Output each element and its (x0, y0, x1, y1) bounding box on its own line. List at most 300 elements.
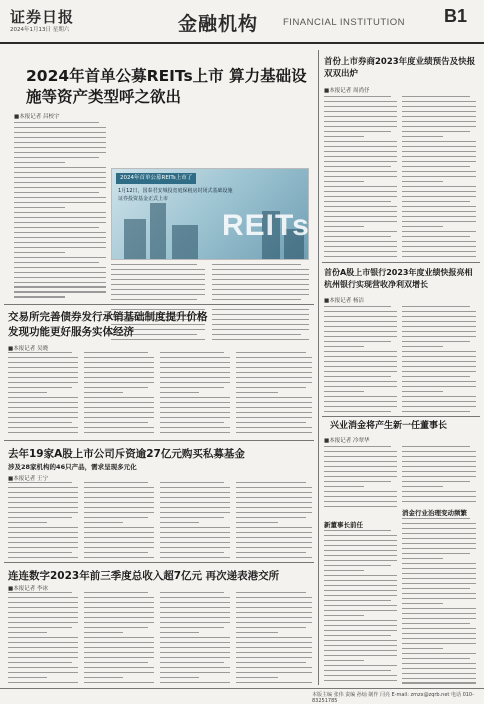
body-text-line (324, 600, 391, 601)
body-text-line (84, 422, 148, 423)
body-text-line (402, 658, 470, 659)
body-text-line (111, 294, 205, 295)
body-text-line (324, 540, 397, 541)
body-text-line (324, 530, 391, 531)
body-text-line (84, 607, 154, 608)
body-text-line (402, 131, 470, 132)
body-text-line (402, 623, 470, 624)
body-text-line (212, 284, 309, 285)
body-text-line (236, 362, 312, 363)
body-text-line (14, 142, 106, 143)
body-text-line (8, 397, 78, 398)
body-text-line (236, 627, 306, 628)
body-text-line (402, 366, 476, 367)
body-text-line (8, 482, 72, 483)
body-text-line (236, 497, 312, 498)
body-text-line (160, 637, 230, 638)
body-text-line (236, 517, 306, 518)
body-text-line (160, 397, 230, 398)
body-text-line (402, 246, 476, 247)
body-text-line (324, 361, 397, 362)
body-text-line (402, 156, 476, 157)
body-text-line (402, 648, 443, 649)
body-text-line (402, 461, 476, 462)
body-text-line (160, 642, 230, 643)
body-text-line (8, 532, 78, 533)
body-text-line (14, 222, 106, 223)
body-text-line (236, 597, 312, 598)
body-text-line (160, 522, 199, 523)
body-text-line (402, 371, 476, 372)
body-text-line (402, 466, 476, 467)
body-text-line (402, 608, 476, 609)
body-text-line (324, 660, 364, 661)
body-text-line (324, 116, 397, 117)
body-text-line (402, 451, 476, 452)
body-text-line (8, 497, 78, 498)
body-text-line (212, 264, 301, 265)
body-text-line (324, 630, 397, 631)
body-text-line (84, 527, 154, 528)
body-text-line (84, 542, 154, 543)
body-text-line (8, 677, 47, 678)
body-text-line (402, 331, 476, 332)
body-text-line (402, 518, 470, 519)
body-text-line (236, 397, 312, 398)
body-text-line (324, 486, 364, 487)
body-text-line (111, 289, 205, 290)
lead-photo (111, 168, 309, 260)
body-text-line (111, 269, 205, 270)
body-text-line (84, 637, 154, 638)
body-text-line (236, 547, 312, 548)
photo-caption-line-1: 1月12日，国泰君安城投宽庭保租房封闭式基础设施 (118, 188, 233, 194)
body-text-line (324, 535, 397, 536)
story4-column-3 (160, 592, 230, 687)
body-text-line (236, 632, 278, 633)
body-text-line (160, 367, 230, 368)
body-text-line (212, 299, 301, 300)
body-text-line (8, 502, 78, 503)
body-text-line (324, 670, 391, 671)
body-text-line (402, 216, 476, 217)
body-text-line (160, 682, 230, 683)
body-text-line (324, 580, 397, 581)
body-text-line (402, 573, 476, 574)
body-text-line (324, 96, 391, 97)
body-text-line (14, 172, 106, 173)
body-text-line (402, 236, 470, 237)
lead-column-1 (14, 122, 106, 301)
body-text-line (160, 627, 224, 628)
body-text-line (160, 372, 230, 373)
body-text-line (324, 446, 391, 447)
right-divider-1 (322, 262, 480, 263)
masthead (0, 0, 484, 44)
body-text-line (324, 655, 397, 656)
body-text-line (402, 446, 470, 447)
body-text-line (402, 568, 476, 569)
body-text-line (324, 366, 397, 367)
body-text-line (402, 326, 476, 327)
body-text-line (84, 677, 123, 678)
body-text-line (84, 667, 154, 668)
body-text-line (402, 682, 476, 683)
body-text-line (14, 192, 99, 193)
body-text-line (84, 392, 123, 393)
body-text-line (236, 432, 312, 433)
section-title: 金融机构 (178, 13, 259, 35)
body-text-line (160, 517, 224, 518)
body-text-line (402, 121, 476, 122)
body-text-line (236, 507, 312, 508)
body-text-line (236, 607, 312, 608)
body-text-line (324, 306, 391, 307)
body-text-line (402, 186, 476, 187)
body-text-line (324, 491, 397, 492)
body-text-line (8, 402, 78, 403)
body-text-line (8, 602, 78, 603)
body-text-line (402, 386, 476, 387)
body-text-line (402, 406, 476, 407)
body-text-line (402, 411, 470, 412)
body-text-line (236, 372, 312, 373)
body-text-line (84, 487, 154, 488)
body-text-line (402, 341, 470, 342)
body-text-line (84, 537, 154, 538)
body-text-line (236, 392, 278, 393)
body-text-line (324, 481, 391, 482)
body-text-line (324, 356, 397, 357)
body-text-line (402, 558, 443, 559)
body-text-line (324, 106, 397, 107)
body-text-line (324, 251, 397, 252)
body-text-line (402, 161, 476, 162)
body-text-line (8, 407, 78, 408)
body-text-line (402, 653, 476, 654)
body-text-line (160, 622, 230, 623)
body-text-line (8, 507, 78, 508)
body-text-line (236, 637, 312, 638)
body-text-line (14, 282, 106, 283)
body-text-line (324, 346, 364, 347)
body-text-line (8, 612, 78, 613)
body-text-line (8, 492, 78, 493)
body-text-line (84, 497, 154, 498)
body-text-line (8, 542, 78, 543)
body-text-line (14, 247, 106, 248)
body-text-line (324, 111, 397, 112)
body-text-line (84, 652, 154, 653)
body-text-line (402, 106, 476, 107)
body-text-line (402, 141, 476, 142)
body-text-line (402, 166, 470, 167)
body-text-line (324, 595, 397, 596)
lead-headline: 2024年首单公募REITs上市 算力基础设施等资产类型呼之欲出 (26, 67, 307, 106)
body-text-line (14, 157, 99, 158)
body-text-line (84, 352, 148, 353)
body-text-line (8, 377, 78, 378)
body-text-line (402, 496, 476, 497)
page-number: B1 (444, 6, 468, 26)
body-text-line (8, 657, 78, 658)
right-top-byline: ■本报记者 周尚伃 (324, 88, 370, 94)
body-text-line (236, 662, 306, 663)
body-text-line (402, 126, 476, 127)
body-text-line (402, 491, 476, 492)
body-text-line (324, 461, 397, 462)
body-text-line (8, 427, 78, 428)
body-text-line (324, 560, 397, 561)
story2-byline: ■本报记者 吴晓 (8, 346, 48, 352)
right-low-column-2 (402, 446, 476, 506)
right-mid-column-1 (324, 306, 397, 416)
body-text-line (236, 352, 306, 353)
body-text-line (324, 371, 397, 372)
body-text-line (84, 532, 154, 533)
body-text-line (8, 652, 78, 653)
body-text-line (324, 575, 397, 576)
body-text-line (324, 506, 397, 507)
body-text-line (84, 397, 154, 398)
body-text-line (14, 262, 99, 263)
body-text-line (8, 372, 78, 373)
body-text-line (324, 196, 397, 197)
right-mid-headline: 首份A股上市银行2023年度业绩快报亮相杭州银行实现营收净利双增长 (324, 268, 473, 289)
body-text-line (212, 309, 309, 310)
body-text-line (402, 361, 476, 362)
body-text-line (324, 126, 397, 127)
body-text-line (236, 612, 312, 613)
body-text-line (402, 668, 476, 669)
body-text-line (236, 367, 312, 368)
body-text-line (324, 316, 397, 317)
body-text-line (8, 662, 72, 663)
body-text-line (324, 640, 397, 641)
body-text-line (324, 241, 397, 242)
body-text-line (160, 677, 199, 678)
body-text-line (212, 289, 309, 290)
body-text-line (84, 602, 154, 603)
body-text-line (236, 357, 312, 358)
body-text-line (160, 512, 230, 513)
body-text-line (111, 299, 197, 300)
body-text-line (236, 657, 312, 658)
photo-reits-lettering: REITs (222, 209, 310, 242)
body-text-line (8, 667, 78, 668)
body-text-line (8, 682, 78, 683)
right-low-column-4 (402, 518, 476, 687)
body-text-line (14, 257, 106, 258)
body-text-line (402, 171, 476, 172)
body-text-line (8, 392, 47, 393)
body-text-line (402, 598, 476, 599)
story3-column-4 (236, 482, 312, 562)
body-text-line (402, 211, 476, 212)
body-text-line (8, 672, 78, 673)
body-text-line (160, 362, 230, 363)
body-text-line (324, 406, 397, 407)
body-text-line (8, 387, 72, 388)
body-text-line (324, 585, 397, 586)
body-text-line (324, 146, 397, 147)
body-text-line (160, 427, 230, 428)
body-text-line (402, 381, 476, 382)
body-text-line (236, 557, 312, 558)
body-text-line (14, 137, 106, 138)
body-text-line (8, 432, 78, 433)
body-text-line (160, 352, 224, 353)
body-text-line (236, 427, 312, 428)
body-text-line (8, 487, 78, 488)
body-text-line (324, 451, 397, 452)
body-text-line (324, 151, 397, 152)
body-text-line (84, 417, 154, 418)
body-text-line (84, 492, 154, 493)
body-text-line (402, 256, 476, 257)
body-text-line (324, 570, 364, 571)
body-text-line (324, 161, 397, 162)
body-text-line (324, 176, 397, 177)
body-text-line (324, 226, 364, 227)
body-text-line (402, 311, 476, 312)
body-text-line (14, 296, 65, 297)
body-text-line (402, 221, 476, 222)
body-text-line (324, 141, 397, 142)
body-text-line (111, 279, 205, 280)
body-text-line (160, 507, 230, 508)
body-text-line (212, 339, 309, 340)
body-text-line (236, 522, 278, 523)
body-text-line (324, 201, 391, 202)
body-text-line (8, 537, 78, 538)
body-text-line (14, 207, 65, 208)
body-text-line (236, 617, 312, 618)
body-text-line (212, 324, 309, 325)
body-text-line (402, 603, 443, 604)
body-text-line (14, 182, 106, 183)
body-text-line (324, 311, 397, 312)
body-text-line (8, 367, 78, 368)
body-text-line (324, 555, 397, 556)
body-text-line (402, 196, 476, 197)
body-text-line (14, 267, 106, 268)
body-text-line (160, 412, 230, 413)
body-text-line (236, 482, 306, 483)
body-text-line (160, 552, 224, 553)
body-text-line (324, 171, 397, 172)
story3-column-3 (160, 482, 230, 562)
photo-caption-line-2: 证券投资基金正式上市 (118, 196, 169, 202)
body-text-line (84, 482, 148, 483)
body-text-line (324, 391, 364, 392)
body-text-line (160, 537, 230, 538)
body-text-line (8, 362, 78, 363)
body-text-line (324, 615, 364, 616)
body-text-line (8, 517, 72, 518)
body-text-line (84, 642, 154, 643)
body-text-line (84, 357, 154, 358)
story2-column-3 (160, 352, 230, 437)
body-text-line (14, 167, 106, 168)
body-text-line (236, 417, 312, 418)
body-text-line (324, 680, 397, 681)
body-text-line (236, 492, 312, 493)
body-text-line (402, 401, 476, 402)
body-text-line (84, 612, 154, 613)
body-text-line (402, 533, 476, 534)
body-text-line (324, 186, 397, 187)
story4-column-2 (84, 592, 154, 687)
body-text-line (212, 334, 301, 335)
body-text-line (324, 246, 397, 247)
body-text-line (324, 216, 397, 217)
body-text-line (324, 351, 397, 352)
body-text-line (236, 677, 278, 678)
body-text-line (324, 396, 397, 397)
body-text-line (8, 557, 78, 558)
body-text-line (324, 166, 391, 167)
body-text-line (402, 578, 476, 579)
body-text-line (160, 487, 230, 488)
body-text-line (236, 527, 312, 528)
body-text-line (14, 272, 106, 273)
body-text-line (236, 652, 312, 653)
body-text-line (84, 522, 123, 523)
right-low-column-1 (324, 446, 397, 511)
body-text-line (324, 101, 397, 102)
body-text-line (160, 632, 199, 633)
body-text-line (160, 502, 230, 503)
right-top-headline: 首份上市券商2023年度业绩预告及快报双双出炉 (324, 57, 476, 79)
body-text-line (84, 672, 154, 673)
body-text-line (402, 181, 443, 182)
body-text-line (8, 642, 78, 643)
right-low-subhead-2: 消金行业治理变动频繁 (402, 509, 467, 517)
body-text-line (324, 256, 397, 257)
body-text-line (324, 635, 391, 636)
body-text-line (236, 552, 306, 553)
body-text-line (324, 401, 397, 402)
body-text-line (402, 231, 476, 232)
body-text-line (160, 482, 224, 483)
body-text-line (402, 346, 443, 347)
body-text-line (160, 592, 224, 593)
right-low-headline: 兴业消金将产生新一任董事长 (330, 421, 448, 431)
body-text-line (402, 241, 476, 242)
body-text-line (8, 617, 78, 618)
body-text-line (402, 396, 476, 397)
body-text-line (324, 456, 397, 457)
body-text-line (324, 326, 397, 327)
body-text-line (402, 191, 476, 192)
body-text-line (212, 314, 309, 315)
body-text-line (160, 392, 199, 393)
body-text-line (8, 357, 78, 358)
body-text-line (236, 672, 312, 673)
body-text-line (84, 552, 148, 553)
body-text-line (324, 650, 397, 651)
body-text-line (8, 412, 78, 413)
body-text-line (402, 151, 476, 152)
story2-column-2 (84, 352, 154, 437)
body-text-line (324, 625, 397, 626)
body-text-line (14, 162, 65, 163)
body-text-line (84, 412, 154, 413)
body-text-line (324, 645, 397, 646)
story4-headline: 连连数字2023年前三季度总收入超7亿元 再次递表港交所 (8, 570, 280, 582)
body-text-line (236, 382, 312, 383)
